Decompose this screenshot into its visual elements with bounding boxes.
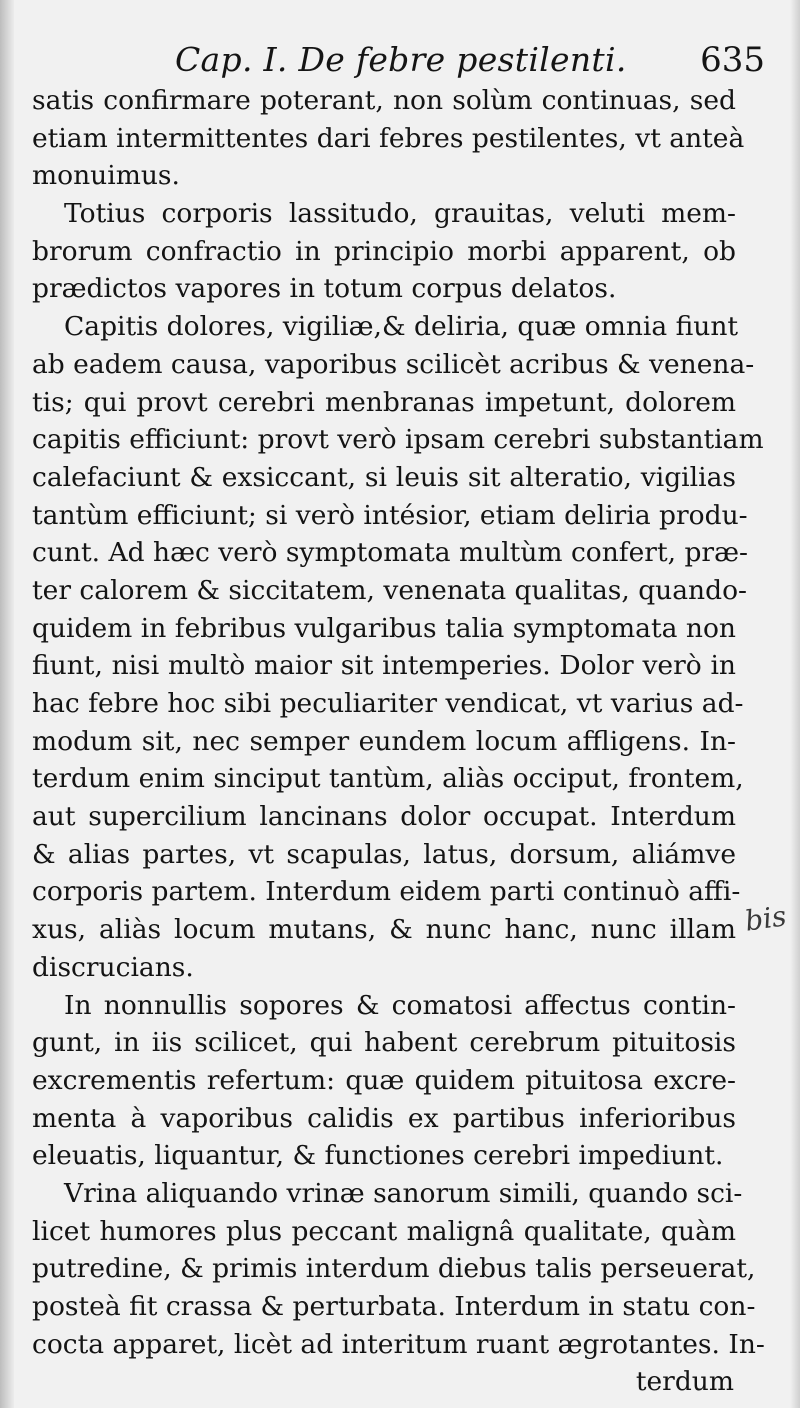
page-number: 635 [700, 40, 765, 80]
text-line: In nonnullis sopores & comatosi affectus contin- [64, 989, 736, 1021]
text-line: excrementis refertum: quæ quidem pituitosa excre- [32, 1064, 736, 1096]
body-text [32, 82, 765, 1401]
text-line: ab eadem causa, vaporibus scilicèt acribus & venena- [32, 348, 755, 380]
text-line: satis confirmare poterant, non solùm continuas, sed [32, 85, 736, 116]
handwritten-margin-note: bis [742, 899, 789, 938]
catchword: terdum [635, 1366, 734, 1398]
text-line: ter calorem & siccitatem, venenata qualitas, quando- [32, 574, 747, 606]
text-line: Capitis dolores, vigiliæ,& deliria, quæ omnia fiunt [64, 311, 739, 343]
text-line: posteà fit crassa & perturbata. Interdum in statu con- [32, 1291, 756, 1322]
text-line: hac febre hoc sibi peculiariter vendicat, vt varius ad- [32, 688, 744, 719]
text-line: Vrina aliquando vrinæ sanorum simili, quando sci- [64, 1177, 743, 1209]
gutter-shadow [0, 0, 14, 1408]
text-line: corporis partem. Interdum eidem parti continuò affi- [32, 876, 741, 908]
text-line: xus, aliàs locum mutans, & nunc hanc, nunc illam [32, 914, 736, 946]
text-line: brorum confractio in principio morbi apparent, ob [32, 235, 736, 267]
text-line: monuimus. [32, 160, 180, 192]
text-line: aut supercilium lancinans dolor occupat. Interdum [32, 801, 736, 833]
text-line: eleuatis, liquantur, & functiones cerebri impediunt. [32, 1140, 724, 1172]
text-line: cunt. Ad hæc verò symptomata multùm confert, præ- [32, 537, 748, 569]
running-head: Cap. I. De febre pestilenti. [175, 40, 627, 79]
text-line: capitis efficiunt: provt verò ipsam cerebri substantiam [32, 424, 764, 456]
text-line: etiam intermittentes dari febres pestilentes, vt anteà [32, 122, 745, 154]
text-line: tantùm efficiunt; si verò intésior, etiam deliria produ- [32, 499, 748, 531]
text-line: terdum enim sinciput tantùm, aliàs occiput, frontem, [32, 763, 744, 795]
text-line: fiunt, nisi multò maior sit intemperies. Dolor verò in [32, 650, 736, 682]
page-edge [790, 0, 800, 1408]
text-line: quidem in febribus vulgaribus talia symptomata non [32, 612, 736, 644]
text-line: discrucians. [32, 951, 194, 983]
text-line: putredine, & primis interdum diebus talis perseuerat, [32, 1253, 756, 1285]
text-line: gunt, in iis scilicet, qui habent cerebrum pituitosis [32, 1027, 736, 1059]
text-line: tis; qui provt cerebri menbranas impetunt, dolorem [32, 386, 736, 418]
text-line: prædictos vapores in totum corpus delatos. [32, 273, 617, 305]
text-line: calefaciunt & exsiccant, si leuis sit alteratio, vigilias [32, 461, 736, 493]
text-line: licet humores plus peccant malignâ qualitate, quàm [32, 1215, 736, 1247]
text-line: & alias partes, vt scapulas, latus, dorsum, aliámve [32, 838, 736, 870]
text-line: Totius corporis lassitudo, grauitas, veluti mem- [64, 198, 736, 230]
text-line: menta à vaporibus calidis ex partibus inferioribus [32, 1102, 736, 1134]
text-line: cocta apparet, licèt ad interitum ruant ægrotantes. In- [32, 1328, 765, 1360]
text-line: modum sit, nec semper eundem locum affligens. In- [32, 725, 736, 757]
